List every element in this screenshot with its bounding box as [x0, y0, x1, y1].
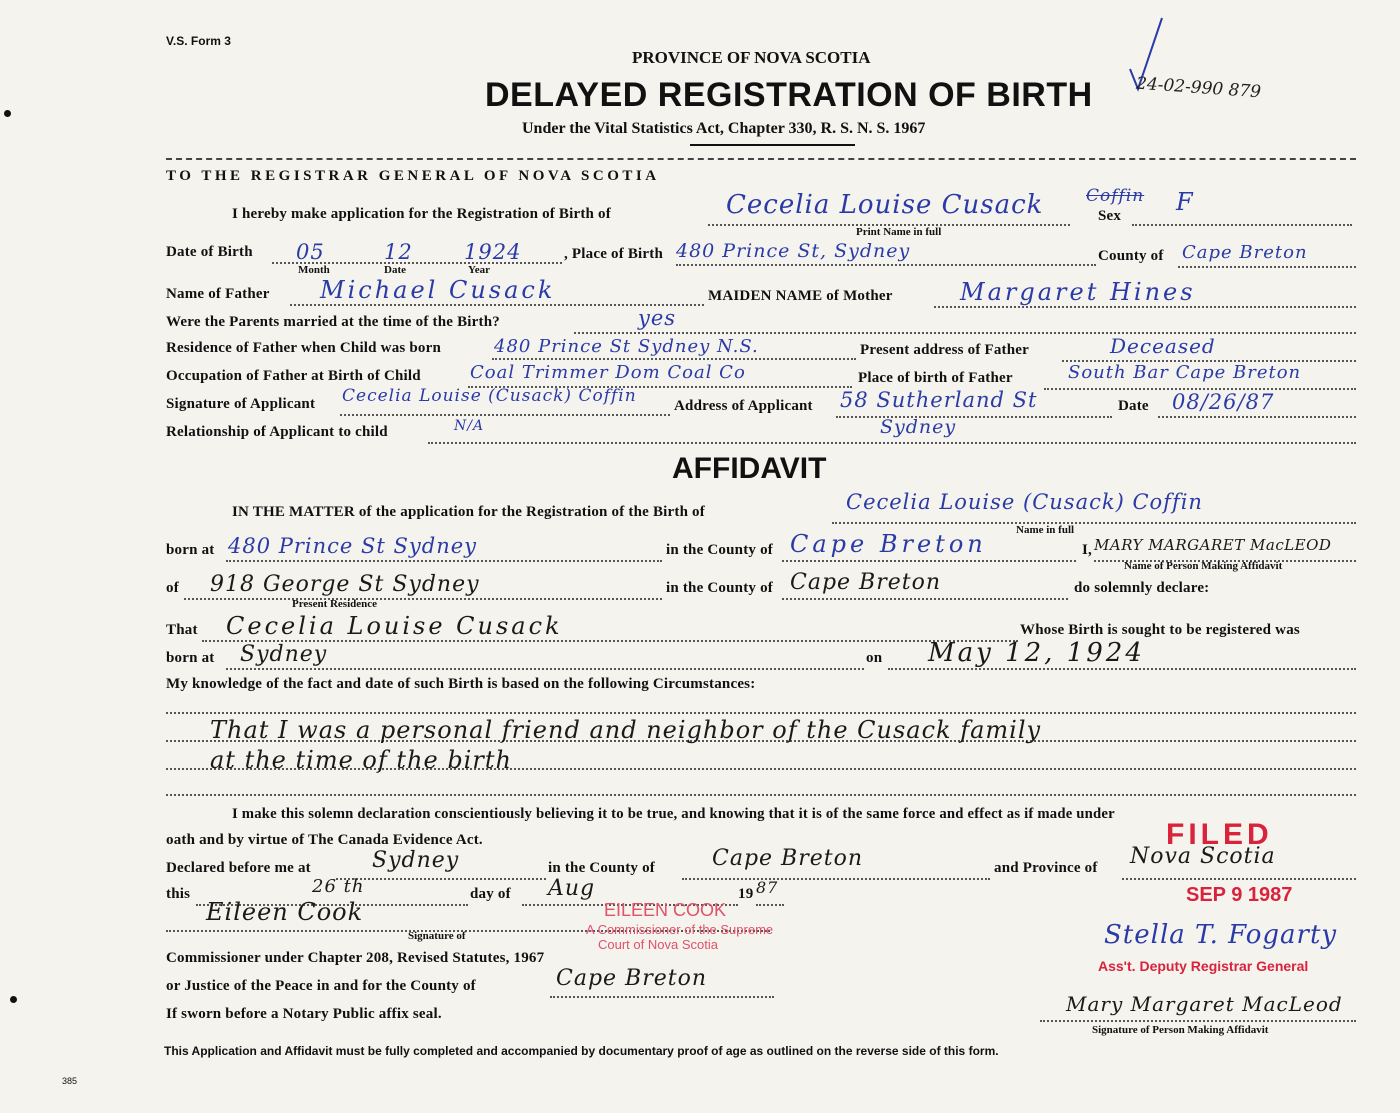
document-subtitle: Under the Vital Statistics Act, Chapter 330, R. S. N. S. 1967: [522, 120, 926, 137]
circumstance-line-2: at the time of the birth: [210, 746, 512, 774]
sex-value: F: [1176, 188, 1194, 216]
year-prefix: 19: [738, 886, 754, 902]
child-name: Cecelia Louise Cusack: [726, 190, 1044, 220]
registrar-signature: Stella T. Fogarty: [1104, 920, 1338, 950]
circumstance-line-1: That I was a personal friend and neighbor of the Cusack family: [210, 716, 1042, 744]
form-number: V.S. Form 3: [166, 34, 231, 48]
apply-label: I hereby make application for the Registration of Birth of: [232, 206, 611, 222]
applicant-address-2: Sydney: [880, 416, 957, 438]
solemn-line-2: oath and by virtue of The Canada Evidence Act.: [166, 832, 483, 848]
mother-value: Margaret Hines: [960, 278, 1196, 306]
commissioner-line: Commissioner under Chapter 208, Revised Statutes, 1967: [166, 950, 545, 966]
month-caption: Month: [298, 264, 330, 276]
year-caption: Year: [468, 264, 490, 276]
pob-label: , Place of Birth: [564, 246, 664, 262]
pob-value: 480 Prince St, Sydney: [676, 240, 911, 262]
applicant-signature: Cecelia Louise (Cusack) Coffin: [342, 386, 637, 406]
day-of-label: day of: [470, 886, 511, 902]
signature-of-caption: Signature of: [408, 930, 466, 942]
month-value: Aug: [548, 876, 596, 901]
in-county-2-label: in the County of: [666, 580, 773, 596]
on-label: on: [866, 650, 883, 666]
residence-label: Residence of Father when Child was born: [166, 340, 442, 356]
matter-name: Cecelia Louise (Cusack) Coffin: [846, 490, 1203, 514]
affidavit-county-2: Cape Breton: [790, 570, 942, 595]
day-caption: Date: [384, 264, 406, 276]
occupation-label: Occupation of Father at Birth of Child: [166, 368, 421, 384]
father-birthplace-value: South Bar Cape Breton: [1068, 362, 1302, 383]
struck-surname: Coffin: [1086, 186, 1145, 206]
deponent-name: MARY MARGARET MacLEOD: [1094, 536, 1332, 554]
that-value: Cecelia Louise Cusack: [226, 612, 563, 640]
year-value: 87: [756, 878, 779, 897]
filed-date-stamp: SEP 9 1987: [1186, 884, 1293, 906]
binder-mark-bottom: [10, 996, 17, 1003]
commissioner-stamp-name: EILEEN COOK: [604, 900, 727, 920]
registrar-title-stamp: Ass't. Deputy Registrar General: [1098, 958, 1309, 974]
residence-value: 480 Prince St Sydney N.S.: [494, 336, 759, 357]
registrar-heading: TO THE REGISTRAR GENERAL OF NOVA SCOTIA: [166, 168, 660, 184]
present-address-label: Present address of Father: [860, 342, 1030, 358]
day-value: 26 th: [312, 876, 365, 897]
affidavit-title: AFFIDAVIT: [672, 452, 827, 485]
father-birthplace-label: Place of birth of Father: [858, 370, 1013, 386]
filed-stamp: FILED: [1166, 818, 1273, 851]
document-title: DELAYED REGISTRATION OF BIRTH: [485, 76, 1093, 114]
declared-county: Cape Breton: [712, 846, 864, 871]
sex-label: Sex: [1098, 208, 1122, 224]
occupation-value: Coal Trimmer Dom Coal Co: [470, 362, 746, 383]
date-label: Date: [1118, 398, 1149, 414]
relationship-label: Relationship of Applicant to child: [166, 424, 388, 440]
registration-number: 24-02-990 879: [1135, 73, 1262, 103]
declare-label: do solemnly declare:: [1074, 580, 1210, 596]
this-label: this: [166, 886, 191, 902]
justice-label: or Justice of the Peace in and for the County of: [166, 978, 476, 994]
province-label: and Province of: [994, 860, 1098, 876]
matter-label: IN THE MATTER of the application for the Registration of the Birth of: [232, 504, 705, 520]
residence-caption: Present Residence: [292, 598, 378, 610]
solemn-line-1: I make this solemn declaration conscientiously believing it to be true, and knowing that it is of the same force and effect as if made under: [232, 806, 1115, 822]
declared-county-label: in the County of: [548, 860, 655, 876]
dob-label: Date of Birth: [166, 244, 253, 260]
of-label: of: [166, 580, 179, 596]
present-address-value: Deceased: [1110, 334, 1216, 358]
father-value: Michael Cusack: [320, 276, 556, 304]
born-at-label: born at: [166, 542, 215, 558]
county-value: Cape Breton: [1182, 242, 1308, 263]
declared-label: Declared before me at: [166, 860, 311, 876]
county-label: County of: [1098, 248, 1164, 264]
commissioner-stamp-line-1: A Commissioner of the Supreme: [586, 922, 774, 937]
deponent-caption: Name of Person Making Affidavit: [1124, 560, 1283, 572]
header-divider: [166, 158, 1356, 160]
on-value: May 12, 1924: [928, 638, 1145, 668]
name-full-caption: Name in full: [1016, 524, 1075, 536]
subtitle-underline: [690, 144, 855, 146]
commissioner-signature: Eileen Cook: [206, 898, 364, 926]
in-county-label: in the County of: [666, 542, 773, 558]
application-date: 08/26/87: [1172, 390, 1275, 414]
deponent-residence: 918 George St Sydney: [210, 572, 480, 597]
married-value: yes: [638, 306, 677, 330]
affidavit-county: Cape Breton: [790, 530, 987, 558]
footer-note: This Application and Affidavit must be fully completed and accompanied by documentary proof of age as outlined on the reverse side of this form.: [164, 1044, 999, 1058]
born-at-value: 480 Prince St Sydney: [228, 534, 478, 558]
binder-mark-top: [4, 110, 11, 117]
i-label: I,: [1082, 542, 1092, 558]
dob-month: 05: [296, 240, 325, 264]
whose-birth-label: Whose Birth is sought to be registered was: [1020, 622, 1300, 638]
father-label: Name of Father: [166, 286, 270, 302]
page-code: 385: [62, 1076, 78, 1086]
born-at-2-label: born at: [166, 650, 215, 666]
name-caption: Print Name in full: [856, 226, 942, 238]
dob-day: 12: [384, 240, 413, 264]
applicant-address-1: 58 Sutherland St: [840, 388, 1038, 412]
born-at-2-value: Sydney: [240, 642, 328, 667]
that-label: That: [166, 622, 198, 638]
relationship-value: N/A: [454, 418, 485, 434]
commissioner-stamp-line-2: Court of Nova Scotia: [598, 937, 718, 952]
dob-year: 1924: [464, 240, 522, 264]
province-heading: PROVINCE OF NOVA SCOTIA: [632, 48, 871, 67]
married-label: Were the Parents married at the time of the Birth?: [166, 314, 500, 330]
address-label: Address of Applicant: [674, 398, 813, 414]
declared-place: Sydney: [372, 848, 460, 873]
signature-label: Signature of Applicant: [166, 396, 316, 412]
mother-label: MAIDEN NAME of Mother: [708, 288, 893, 304]
knowledge-label: My knowledge of the fact and date of such Birth is based on the following Circumstances:: [166, 676, 756, 692]
justice-county: Cape Breton: [556, 966, 708, 991]
notary-note: If sworn before a Notary Public affix seal.: [166, 1006, 442, 1022]
province-value: Nova Scotia: [1130, 844, 1276, 869]
deponent-signature: Mary Margaret MacLeod: [1066, 992, 1343, 1016]
deponent-signature-caption: Signature of Person Making Affidavit: [1092, 1024, 1269, 1036]
